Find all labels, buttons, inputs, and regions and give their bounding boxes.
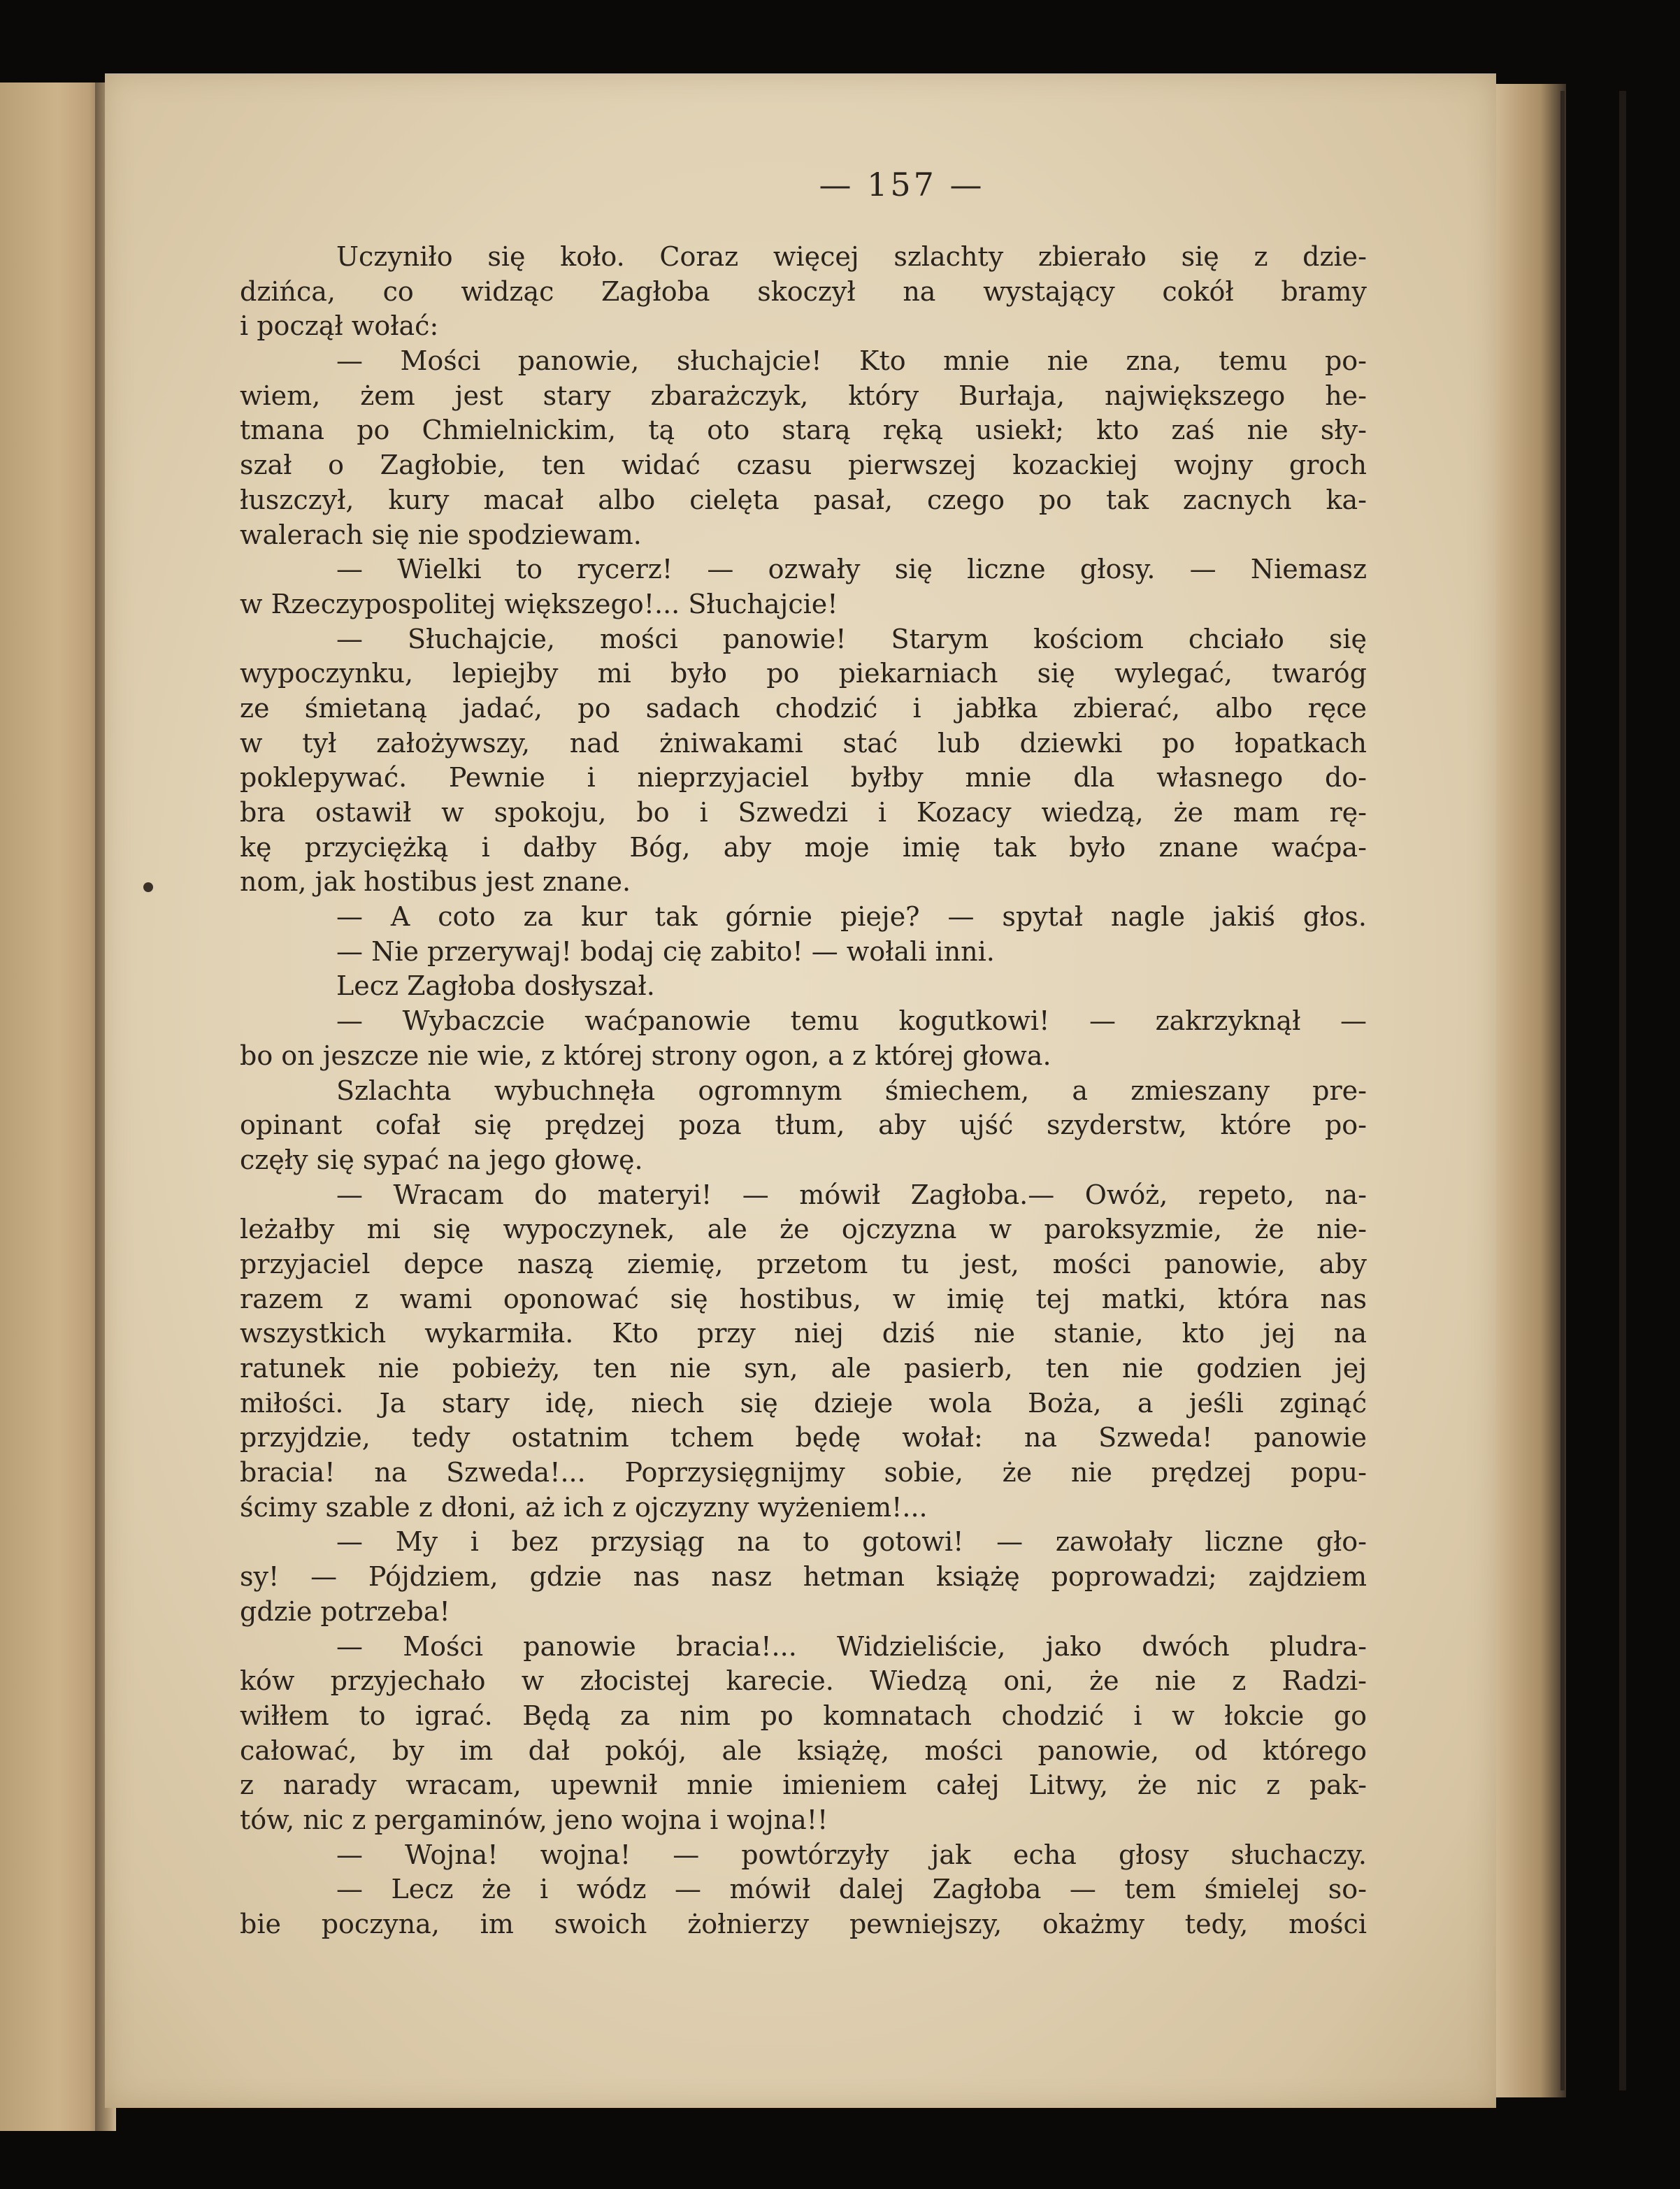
text-line: poklepywać. Pewnie i nieprzyjaciel byłby mnie dla własnego do- [240, 762, 1367, 794]
text-line: w tył założywszy, nad żniwakami stać lub dziewki po łopatkach [240, 727, 1367, 759]
cover-edge [1560, 91, 1565, 2090]
text-line: Szlachta wybuchnęła ogromnym śmiechem, a zmieszany pre- [336, 1075, 1367, 1106]
text-line: — Słuchajcie, mości panowie! Starym kościom chciało się [336, 623, 1367, 654]
text-line: bra ostawił w spokoju, bo i Szwedzi i Kozacy wiedzą, że mam rę- [240, 797, 1367, 828]
text-line: kę przyciężką i dałby Bóg, aby moje imię tak było znane waćpa- [240, 831, 1367, 863]
text-line: sy! — Pójdziem, gdzie nas nasz hetman książę poprowadzi; zajdziem [240, 1561, 1367, 1593]
text-line: wypoczynku, lepiejby mi było po piekarniach się wylegać, twaróg [240, 658, 1367, 689]
text-line: — Wielki to rycerz! — ozwały się liczne głosy. — Niemasz [336, 554, 1367, 585]
text-line: Uczyniło się koło. Coraz więcej szlachty zbierało się z dzie- [336, 241, 1367, 272]
text-line: nom, jak hostibus jest znane. [240, 866, 631, 898]
text-line: ścimy szable z dłoni, aż ich z ojczyzny wyżeniem!... [240, 1491, 928, 1523]
text-line: częły się sypać na jego głowę. [240, 1144, 643, 1175]
text-line: przyjdzie, tedy ostatnim tchem będę wołał: na Szweda! panowie [240, 1422, 1367, 1454]
left-page-edge [0, 82, 105, 2131]
text-line: tmana po Chmielnickim, tą oto starą ręką usiekł; kto zaś nie sły- [240, 415, 1367, 446]
text-line: opinant cofał się prędzej poza tłum, aby ujść szyderstw, które po- [240, 1110, 1367, 1141]
text-line: w Rzeczypospolitej większego!... Słuchajcie! [240, 588, 838, 619]
text-line: ze śmietaną jadać, po sadach chodzić i jabłka zbierać, albo ręce [240, 692, 1367, 724]
text-line: — Mości panowie bracia!... Widzieliście, jako dwóch pludra- [336, 1630, 1367, 1662]
text-line: tów, nic z pergaminów, jeno wojna i wojna!! [240, 1804, 828, 1835]
text-line: miłości. Ja stary idę, niech się dzieje wola Boża, a jeśli zginąć [240, 1387, 1367, 1419]
text-line: ków przyjechało w złocistej karecie. Wiedzą oni, że nie z Radzi- [240, 1665, 1367, 1697]
text-line: bo on jeszcze nie wie, z której strony ogon, a z której głowa. [240, 1040, 1051, 1071]
text-line: ratunek nie pobieży, ten nie syn, ale pasierb, ten nie godzien jej [240, 1353, 1367, 1384]
text-line: bracia! na Szweda!... Poprzysięgnijmy sobie, że nie prędzej popu- [240, 1457, 1367, 1488]
body-text [240, 240, 1367, 1942]
text-line: dzińca, co widząc Zagłoba skoczył na wystający cokół bramy [240, 275, 1367, 307]
text-line: — Wracam do materyi! — mówił Zagłoba.— Owóż, repeto, na- [336, 1179, 1367, 1210]
text-line: — Wybaczcie waćpanowie temu kogutkowi! — zakrzyknął — [336, 1005, 1367, 1037]
text-line: i począł wołać: [240, 310, 439, 342]
cover-back [1619, 91, 1626, 2090]
text-line: z narady wracam, upewnił mnie imieniem całej Litwy, że nic z pak- [240, 1770, 1367, 1801]
text-line: wiem, żem jest stary zbarażczyk, który Burłaja, największego he- [240, 380, 1367, 411]
text-line: — Lecz że i wódz — mówił dalej Zagłoba — tem śmielej so- [336, 1874, 1367, 1905]
text-line: — Nie przerywaj! bodaj cię zabito! — wołali inni. [336, 935, 995, 967]
text-line: — Mości panowie, słuchajcie! Kto mnie nie zna, temu po- [336, 345, 1367, 377]
text-line: razem z wami oponować się hostibus, w imię tej matki, która nas [240, 1283, 1367, 1314]
text-line: gdzie potrzeba! [240, 1595, 450, 1627]
text-line: łuszczył, kury macał albo cielęta pasał, czego po tak zacnych ka- [240, 484, 1367, 515]
text-line: wiłłem to igrać. Będą za nim po komnatach chodzić i w łokcie go [240, 1700, 1367, 1731]
margin-mark [143, 882, 153, 892]
text-line: — A coto za kur tak górnie pieje? — spytał nagle jakiś głos. [336, 901, 1367, 933]
text-line: wszystkich wykarmiła. Kto przy niej dziś nie stanie, kto jej na [240, 1318, 1367, 1349]
text-line: leżałby mi się wypoczynek, ale że ojczyzna w paroksyzmie, że nie- [240, 1214, 1367, 1245]
text-line: bie poczyna, im swoich żołnierzy pewniejszy, okażmy tedy, mości [240, 1909, 1367, 1939]
text-line: przyjaciel depce naszą ziemię, przetom tu jest, mości panowie, aby [240, 1248, 1367, 1279]
text-line: Lecz Zagłoba dosłyszał. [336, 970, 655, 1002]
text-line: walerach się nie spodziewam. [240, 519, 642, 550]
text-line: — Wojna! wojna! — powtórzyły jak echa głosy słuchaczy. [336, 1839, 1367, 1870]
text-line: szał o Zagłobie, ten widać czasu pierwszej kozackiej wojny groch [240, 450, 1367, 481]
text-line: całować, by im dał pokój, ale książę, mości panowie, od którego [240, 1735, 1367, 1766]
page-number: — 157 — [819, 166, 985, 203]
text-line: — My i bez przysiąg na to gotowi! — zawołały liczne gło- [336, 1526, 1367, 1558]
